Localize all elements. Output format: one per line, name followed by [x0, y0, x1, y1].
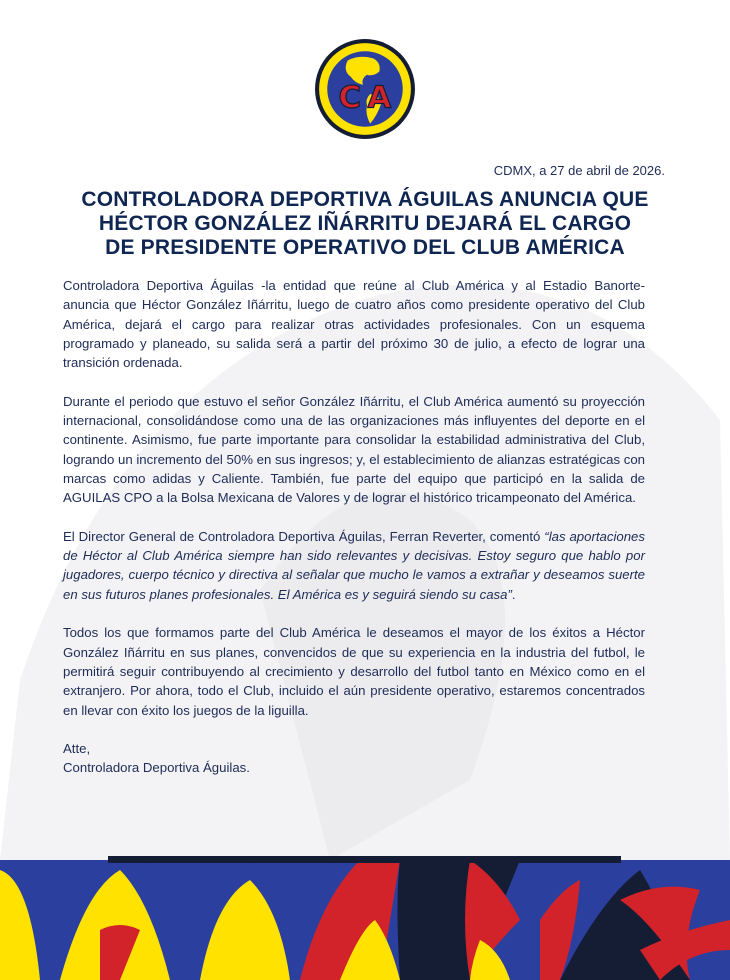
paragraph-1: Controladora Deportiva Águilas -la entidad que reúne al Club América y al Estadio Banorte- anuncia que Héctor González Iñárritu, luego de cuatro años como presidente operativo del Club América, dejará el cargo para realizar otras actividades profesionales. Con un esquema programado y planeado, su salida será a partir del próximo 30 de julio, a efecto de lograr una transición ordenada.: [63, 278, 645, 371]
footer-divider: [108, 856, 621, 863]
page-title: [40, 188, 690, 260]
paragraph-3-intro: El Director General de Controladora Deportiva Águilas, Ferran Reverter, comentó: [63, 528, 545, 544]
date-line: CDMX, a 27 de abril de 2026.: [493, 163, 665, 178]
title-line-2: HÉCTOR GONZÁLEZ IÑÁRRITU DEJARÁ EL CARGO: [98, 212, 632, 235]
title-line-1: CONTROLADORA DEPORTIVA ÁGUILAS ANUNCIA QUE: [81, 188, 649, 211]
paragraph-3: [63, 527, 645, 604]
club-america-crest-icon: [314, 38, 416, 140]
svg-text:C: C: [338, 80, 361, 116]
signature-name: Controladora Deportiva Águilas.: [63, 760, 250, 776]
paragraph-4: Todos los que formamos parte del Club América le deseamos el mayor de los éxitos a Héctor González Iñárritu en sus planes, convencidos de que su experiencia en la industria del futbol, le permitirá seguir contribuyendo al crecimiento y desarrollo del futbol tanto en México como en el extranjero. Por ahora, todo el Club, incluido el aún presidente operativo, estaremos concentrados en llevar con éxito los juegos de la liguilla.: [63, 625, 645, 718]
svg-text:A: A: [367, 80, 392, 116]
footer-pattern: [0, 860, 730, 980]
signature-block: [63, 739, 645, 778]
paragraph-2: Durante el periodo que estuvo el señor González Iñárritu, el Club América aumentó su proyección internacional, consolidándose como una de las organizaciones más influyentes del deporte en el continente. Asimismo, fue parte importante para consolidar la estabilidad administrativa del Club, logrando un incremento del 50% en sus ingresos; y, el establecimiento de alianzas estratégicas con marcas como adidas y Caliente. También, fue parte del equipo que participó en la salida de AGUILAS CPO a la Bolsa Mexicana de Valores y de lograr el histórico tricampeonato del América.: [63, 393, 645, 506]
signature-closing: Atte,: [63, 741, 91, 757]
director-quote: “las aportaciones de Héctor al Club América siempre han sido relevantes y decisivas. Estoy seguro que hablo por jugadores, cuerpo técnico y directiva al señalar que mucho le vamos a extrañar y deseamos suerte en sus futuros planes profesionales. El América es y seguirá siendo su casa”: [63, 528, 645, 602]
title-line-3: DE PRESIDENTE OPERATIVO DEL CLUB AMÉRICA: [105, 236, 625, 259]
press-release-body: [63, 276, 645, 778]
paragraph-3-end: .: [511, 586, 516, 602]
